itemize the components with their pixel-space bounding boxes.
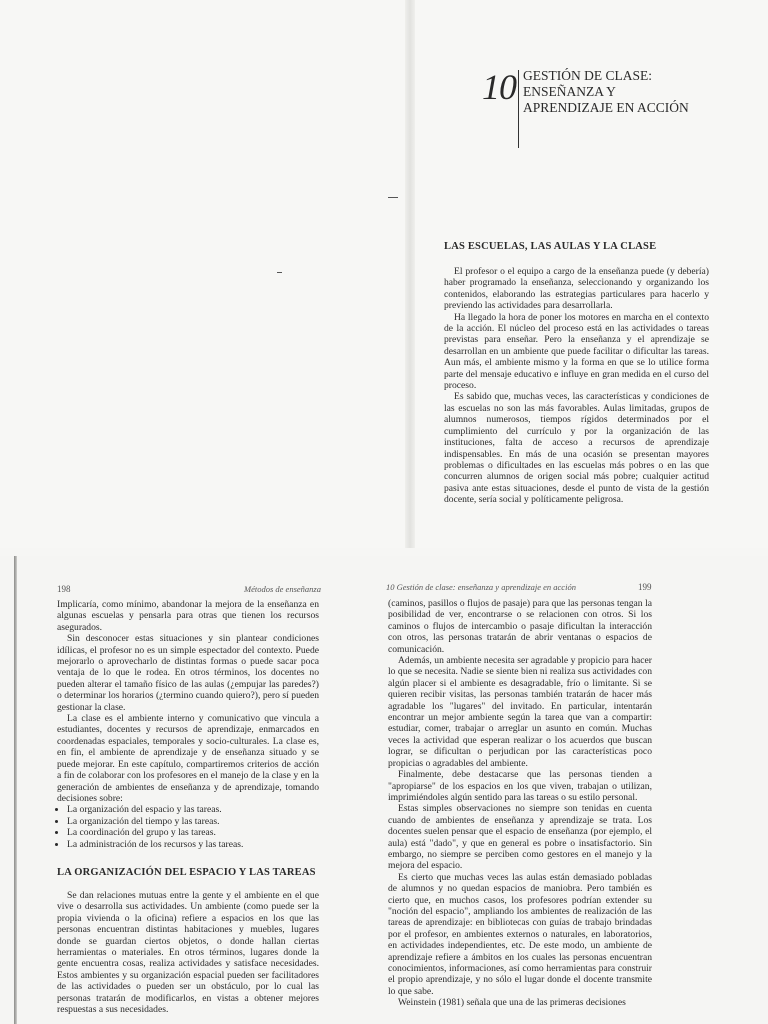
list-item: • La organización del tiempo y las tareas.	[67, 816, 319, 827]
chapter-divider	[518, 70, 519, 148]
paragraph: La clase es el ambiente interno y comunicativo que vincula a estudiantes, docentes y recursos de aprendizaje, enmarcados en coordenadas espaciales, temporales y socio-culturales. La clase es, en fin, el ambiente de aprendizaje y de enseñanza situado y se puede mejorar. En este capítulo, compartiremos criterios de acción a fin de colaborar con los profesores en el manejo de la clase y en la generación de ambientes de enseñanza y de aprendizaje, tomando decisiones sobre:	[57, 713, 319, 804]
scan-mark	[388, 197, 398, 198]
paragraph: Finalmente, debe destacarse que las personas tienden a "apropiarse" de los espacios en los que viven, trabajan o utilizan, imprimiéndoles algún sentido para las tareas o su estilo personal.	[388, 769, 652, 803]
list-item: • La organización del espacio y las tareas.	[67, 804, 319, 815]
book-gutter	[405, 0, 415, 548]
decision-list	[57, 804, 319, 850]
chapter-number: 10	[482, 67, 516, 107]
folio-right: 199	[638, 582, 652, 592]
paragraph: Sin desconocer estas situaciones y sin plantear condiciones idílicas, el profesor no es un simple espectador del contexto. Puede mejorarlo o aprovecharlo de distintas formas o puede sacar poca ventaja de lo que le rodea. En otros términos, los docentes no pueden alterar el tamaño físico de las aulas (¿empujar las paredes?) o determinar los horarios (¿termino cuando quiero?), pero sí pueden gestionar la clase.	[57, 633, 319, 713]
paragraph: Es cierto que muchas veces las aulas están demasiado pobladas de alumnos y no quedan espacios de maniobra. Pero también es cierto que, en muchos casos, los profesores podrían extender su "noción del espacio", ampliando los ambientes de realización de las tareas de aprendizaje: en bibliotecas con guías de trabajo brindadas por el profesor, en ambientes externos o naturales, en laboratorios, en actividades independientes, etc. De este modo, un ambiente de aprendizaje refiere a ámbitos en los cuales las personas encuentran conocimientos, informaciones, así como herramientas para construir el propio aprendizaje, y no sólo el lugar donde el docente transmite lo que sabe.	[388, 871, 652, 997]
paragraph: Además, un ambiente necesita ser agradable y propicio para hacer lo que se necesita. Nadie se siente bien ni realiza sus actividades con algún placer si el ambiente es desagradable, frío o limitante. Si se quieren recibir visitas, las personas también tratarán de hacer más agradable los "lugares" del invitado. En particular, intentarán encontrar un mejor ambiente según la tarea que van a compartir: estudiar, comer, trabajar o arreglar un asunto en común. Muchas veces la actividad que esperan realizar o los acuerdos que buscan lograr, se dificultan o perjudican por las características poco propicias o agradables del ambiente.	[388, 655, 652, 769]
paragraph: Estas simples observaciones no siempre son tenidas en cuenta cuando de ambientes de enseñanza y aprendizaje se trata. Los docentes suelen pensar que el espacio de enseñanza (por ejemplo, el aula) está "dado", y que en general es pobre o insatisfactorio. Sin embargo, no siempre se perciben como gestores en el manejo y la mejora del espacio.	[388, 803, 652, 872]
section-heading-espacio: LA ORGANIZACIÓN DEL ESPACIO Y LAS TAREAS	[57, 867, 316, 878]
paragraph: Implicaría, como mínimo, abandonar la mejora de la enseñanza en algunas escuelas y pensarla para otras que tienen los recursos asegurados.	[57, 599, 319, 633]
paragraph: Es sabido que, muchas veces, las características y condiciones de las escuelas no son las más favorables. Aulas limitadas, grupos de alumnos numerosos, tiempos rígidos determinados por el cumplimiento del currículo y por la organización de las instituciones, falta de acceso a recursos de aprendizaje indispensables. En más de una ocasión se presentan mayores problemas o dificultades en las escuelas más pobres o en las que concurren alumnos de origen social más pobre; cualquier actitud pasiva ante estas situaciones, desde el punto de vista de la gestión docente, sería social y políticamente peligrosa.	[444, 391, 709, 506]
right-page-body	[388, 598, 652, 1009]
paragraph: (caminos, pasillos o flujos de pasaje) para que las personas tengan la posibilidad de ver, encontrarse o se relacionen con otros. Si los caminos o flujos de intercambio o pasaje dificultan la interacción con otros, las personas tratarán de abrir ventanas o espacios de comunicación.	[388, 598, 652, 655]
paragraph: Se dan relaciones mutuas entre la gente y el ambiente en el que vive o desarrolla sus actividades. Un ambiente (como puede ser la propia vivienda o la oficina) refiere a espacios en los que las personas encuentran distintas habitaciones y muebles, lugares donde se guardan ciertos objetos, o donde hallan ciertas herramientas o materiales. En otros términos, lugares donde la gente encuentra cosas, realiza actividades y satisface necesidades. Estos ambientes y su organización espacial pueden ser facilitadores de las actividades o pueden ser un obstáculo, por lo cual las personas tratarán de modificarlos, en vistas a obtener mejores respuestas a sus necesidades.	[57, 890, 319, 1016]
paragraph: Weinstein (1981) señala que una de las primeras decisiones	[398, 997, 626, 1009]
list-item: • La coordinación del grupo y las tareas.	[67, 827, 319, 838]
running-head-right: 10 Gestión de clase: enseñanza y aprendizaje en acción	[386, 582, 576, 592]
top-page-body	[444, 266, 709, 506]
paragraph: Ha llegado la hora de poner los motores en marcha en el contexto de la acción. El núcleo del proceso está en las actividades o tareas previstas para enseñar. Pero la enseñanza y el aprendizaje se desarrollan en un ambiente que puede facilitar o dificultar las tareas. Aun más, el ambiente mismo y la forma en que se lo utilice forma parte del mensaje educativo e influye en gran medida en el curso del proceso.	[444, 311, 709, 392]
left-page-section-body	[57, 890, 319, 1015]
list-item: • La administración de los recursos y las tareas.	[67, 839, 319, 850]
scan-mark	[277, 272, 282, 273]
chapter-title: GESTIÓN DE CLASE: ENSEÑANZA Y APRENDIZAJE EN ACCIÓN	[523, 68, 689, 115]
running-head-left: Métodos de enseñanza	[244, 584, 321, 594]
folio-left: 198	[57, 584, 71, 594]
section-heading-escuelas: LAS ESCUELAS, LAS AULAS Y LA CLASE	[444, 241, 657, 252]
binding-edge	[14, 556, 17, 1024]
paragraph: El profesor o el equipo a cargo de la enseñanza puede (y debería) haber programado la enseñanza, seleccionando y organizando los contenidos, elaborando las estrategias particulares para hacerlo y previendo las actividades para desarrollarla.	[444, 266, 709, 312]
left-page-body	[57, 599, 319, 850]
